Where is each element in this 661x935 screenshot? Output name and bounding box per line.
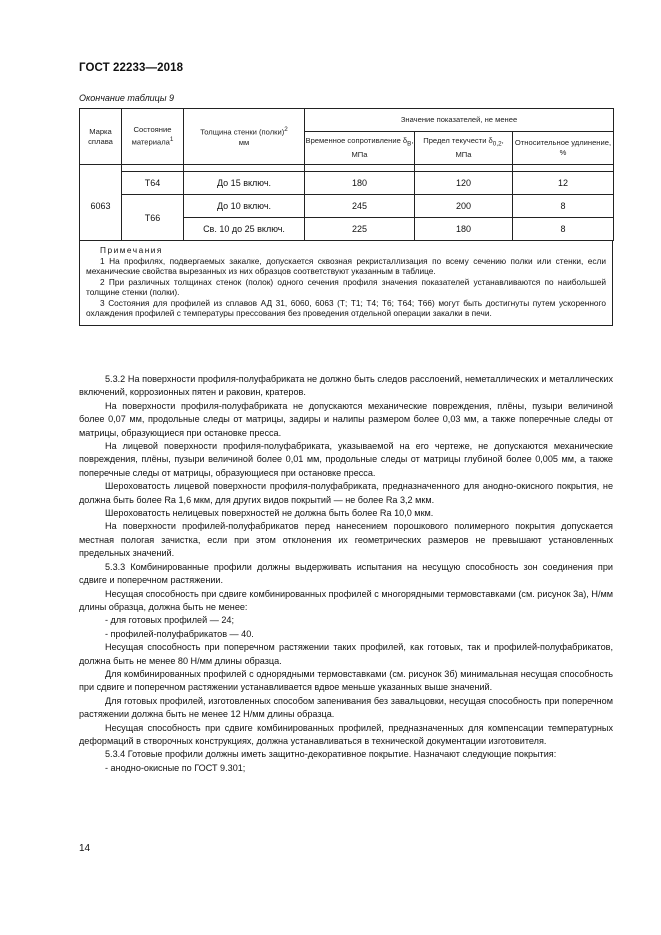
body-text <box>79 373 613 775</box>
paragraph: Несущая способность при сдвиге комбинированных профилей, предназначенных для компенсации температурных деформаций в створочных конструкциях, должна устанавливаться в технической документации изготовителя. <box>79 722 613 746</box>
cell-grade: 6063 <box>80 172 122 241</box>
note-item: 1 На профилях, подвергаемых закалке, допускается сквозная рекристаллизация по всему сечению полки или стенки, если механические свойства вырезанных из них образцов соответствуют указанным в таблице. <box>86 255 606 276</box>
paragraph: Несущая способность при поперечном растяжении таких профилей, как готовых, так и профилей-полуфабрикатов, должна быть не менее 80 Н/мм длины образца. <box>79 642 613 666</box>
header-tensile-sub: В <box>407 140 412 148</box>
table-row <box>80 195 614 218</box>
header-thickness <box>184 109 305 165</box>
table-notes <box>79 241 613 326</box>
cell-tensile: 180 <box>305 172 415 195</box>
notes-title: Примечания <box>100 245 163 255</box>
paragraph: Для комбинированных профилей с однорядными термовставками (см. рисунок 3б) минимальная несущая способность при сдвиге и поперечном растяжении устанавливается вдвое меньше указанных выше значений. <box>79 668 613 693</box>
cell-tensile: 225 <box>305 218 415 241</box>
header-tensile-text: Временное сопротивление δ <box>305 136 408 146</box>
note-item: 3 Состояния для профилей из сплавов АД 31, 6060, 6063 (Т; Т1; Т4; Т6; Т64; Т66) могут быть достигнуты путем ускоренного охлаждения профилей с температуры прессования без проведения отдельной операции закалки в печи. <box>86 297 606 318</box>
table-caption: Окончание таблицы 9 <box>79 93 174 103</box>
cell-thickness: До 15 включ. <box>184 172 305 195</box>
cell-tensile: 245 <box>305 195 415 218</box>
header-yield-unit: , МПа <box>455 136 504 159</box>
page-number: 14 <box>79 843 91 854</box>
header-elongation: Относительное удлинение, % <box>513 132 614 165</box>
paragraph: На поверхности профиля-полуфабриката не допускаются механические повреждения, плёны, пузыри величиной более 0,07 мм, продольные следы от матрицы, задиры и налипы размером более 0,03 мм, а также поперечные следы от матрицы, образующиеся при остановке пресса. <box>79 400 613 438</box>
cell-elongation: 8 <box>513 195 614 218</box>
table-container <box>79 108 613 326</box>
standard-header: ГОСТ 22233—2018 <box>79 62 184 74</box>
header-condition-text: Состояние материала <box>131 125 172 147</box>
paragraph: На лицевой поверхности профиля-полуфабриката, указываемой на его чертеже, не допускаются механические повреждения, плёны, пузыри величиной более 0,01 мм, продольные следы от матрицы глубиной более 0,005 мм, а также поперечные следы от матрицы, образующиеся при остановке пресса. <box>79 441 613 478</box>
cell-thickness: До 10 включ. <box>184 195 305 218</box>
note-item: 2 При различных толщинах стенок (полок) одного сечения профиля значения показателей устанавливаются по наибольшей толщине стенки (полки). <box>86 276 606 297</box>
header-condition <box>122 109 184 165</box>
list-item: - профилей-полуфабрикатов — 40. <box>105 628 254 639</box>
cell-elongation: 8 <box>513 218 614 241</box>
paragraph: 5.3.4 Готовые профили должны иметь защитно-декоративное покрытие. Назначают следующие покрытия: <box>105 749 557 760</box>
cell-yield: 120 <box>415 172 513 195</box>
cell-condition: Т66 <box>122 195 184 241</box>
header-grade: Марка сплава <box>80 109 122 165</box>
cell-thickness: Св. 10 до 25 включ. <box>184 218 305 241</box>
cell-yield: 200 <box>415 195 513 218</box>
properties-table <box>79 108 614 241</box>
paragraph: Несущая способность при сдвиге комбинированных профилей с многорядными термовставками (см. рисунок 3а), Н/мм длины образца, должна быть не менее: <box>79 588 613 612</box>
header-thickness-text: Толщина стенки (полки) <box>200 127 285 137</box>
paragraph: Шероховатость лицевой поверхности профиля-полуфабриката, предназначенного для анодно-окисного покрытия, не должна быть более Ra 1,6 мкм, для других видов покрытий — не более Ra 3,2 мкм. <box>79 481 613 505</box>
header-yield <box>415 132 513 165</box>
header-condition-footnote: 1 <box>169 136 174 144</box>
cell-elongation: 12 <box>513 172 614 195</box>
paragraph: 5.3.2 На поверхности профиля-полуфабриката не должно быть следов расслоений, неметаллических и металлических включений, коррозионных пятен и раковин, кратеров. <box>79 374 613 398</box>
paragraph: Шероховатость нелицевых поверхностей не должна быть более Ra 10,0 мкм. <box>105 508 434 519</box>
header-yield-text: Предел текучести δ <box>423 136 493 146</box>
header-values-group: Значение показателей, не менее <box>305 109 614 132</box>
header-tensile-unit: , МПа <box>351 136 414 159</box>
list-item: - для готовых профилей — 24; <box>105 615 234 626</box>
paragraph: 5.3.3 Комбинированные профили должны выдерживать испытания на несущую способность зон соединения при сдвиге и поперечном растяжении. <box>79 561 613 586</box>
paragraph: Для готовых профилей, изготовленных способом запенивания без завальцовки, несущая способность при поперечном растяжении должна быть не менее 12 Н/мм длины образца. <box>79 695 613 720</box>
table-row <box>80 172 614 195</box>
header-tensile <box>305 132 415 165</box>
list-item: - анодно-окисные по ГОСТ 9.301; <box>105 762 246 773</box>
cell-condition: Т64 <box>122 172 184 195</box>
paragraph: На поверхности профилей-полуфабрикатов перед нанесением порошкового полимерного покрытия допускается местная пологая зачистка, если при этом отклонения их геометрических размеров не превышают установленных предельных значений. <box>79 521 613 559</box>
header-yield-sub: 0,2 <box>492 140 502 148</box>
header-thickness-footnote: 2 <box>284 126 288 134</box>
cell-yield: 180 <box>415 218 513 241</box>
header-thickness-unit: мм <box>238 137 250 147</box>
